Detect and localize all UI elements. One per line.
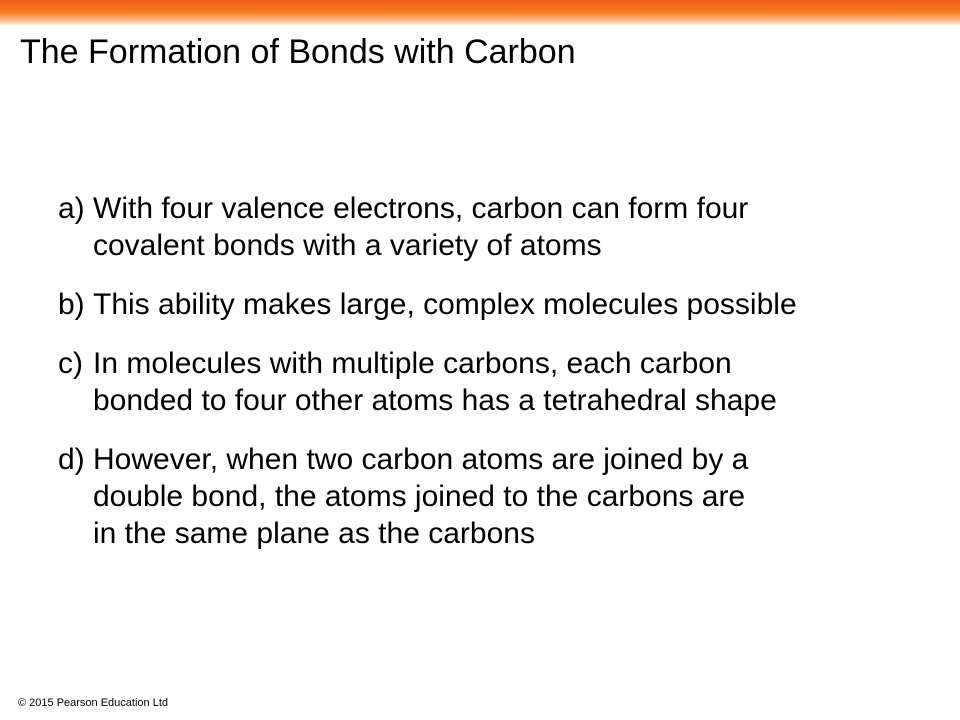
slide-title: The Formation of Bonds with Carbon: [20, 33, 576, 71]
bullet-item-c: [58, 345, 938, 419]
bullet-marker: a): [58, 192, 85, 225]
bullet-line: With four valence electrons, carbon can form four: [93, 192, 749, 225]
bullet-line: However, when two carbon atoms are joined by a: [93, 443, 749, 476]
bullet-marker: c): [58, 347, 83, 380]
bullet-text: [93, 345, 938, 419]
bullet-text: [93, 190, 938, 264]
bullet-line: This ability makes large, complex molecules possible: [93, 288, 797, 321]
bullet-list: [58, 190, 938, 574]
bullet-marker: b): [58, 288, 85, 321]
bullet-line: in the same plane as the carbons: [93, 517, 535, 550]
header-accent-bar: [0, 0, 960, 26]
bullet-item-d: [58, 441, 938, 552]
bullet-item-b: [58, 286, 938, 323]
bullet-text: [93, 441, 938, 552]
bullet-marker: d): [58, 443, 85, 476]
bullet-line: covalent bonds with a variety of atoms: [93, 229, 602, 262]
bullet-item-a: [58, 190, 938, 264]
bullet-text: [93, 286, 938, 323]
bullet-line: In molecules with multiple carbons, each carbon: [93, 347, 732, 380]
bullet-line: bonded to four other atoms has a tetrahedral shape: [93, 384, 777, 417]
copyright-notice: © 2015 Pearson Education Ltd: [18, 697, 168, 709]
bullet-line: double bond, the atoms joined to the carbons are: [93, 480, 746, 513]
